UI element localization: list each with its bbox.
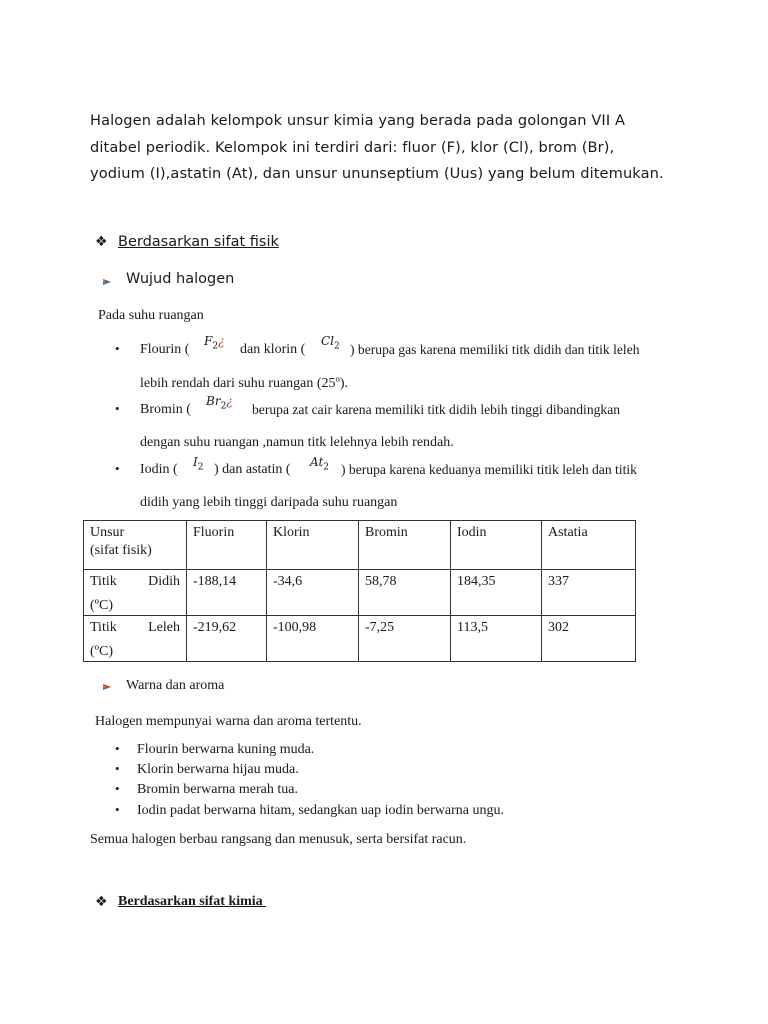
wujud-item-line2: lebih rendah dari suhu ruangan (25º). [140, 376, 349, 391]
list-item: Iodin padat berwarna hitam, sedangkan uap iodin berwarna ungu. [137, 803, 504, 818]
table-header-cell: Iodin [451, 521, 542, 570]
section-heading-physical: Berdasarkan sifat fisik [118, 234, 279, 250]
formula-at2: $At_2$ [310, 455, 330, 473]
table-cell: -7,25 [359, 616, 451, 662]
wujud-item-pre: Iodin ( [140, 462, 178, 477]
list-bullet: • [115, 401, 120, 416]
table-row-label: Titik Leleh (ºC) [84, 616, 187, 662]
list-bullet: • [115, 802, 120, 817]
wujud-item-pre: Flourin ( [140, 342, 190, 357]
table-header-row [84, 521, 636, 570]
intro-paragraph [90, 108, 690, 188]
list-bullet: • [115, 761, 120, 776]
wujud-item-post: ) berupa gas karena memiliki titk didih dan titik leleh [350, 342, 640, 357]
table-cell: 58,78 [359, 570, 451, 616]
table-header-cell: Fluorin [187, 521, 267, 570]
table-cell: -219,62 [187, 616, 267, 662]
arrow-icon [102, 682, 112, 692]
table-cell: 337 [542, 570, 636, 616]
table-cell: -34,6 [267, 570, 359, 616]
table-header-cell: Klorin [267, 521, 359, 570]
formula-i2: $I_2$ [193, 455, 204, 473]
table-header-cell: Unsur (sifat fisik) [84, 521, 187, 570]
wujud-item-post: berupa zat cair karena memiliki titk didih lebih tinggi dibandingkan [252, 402, 621, 417]
table-row [84, 570, 636, 616]
list-bullet: • [115, 461, 120, 476]
list-item: Klorin berwarna hijau muda. [137, 762, 299, 777]
list-bullet: • [115, 781, 120, 796]
list-bullet: • [115, 341, 120, 356]
table-cell: 302 [542, 616, 636, 662]
table-row [84, 616, 636, 662]
wujud-item-line2: didih yang lebih tinggi daripada suhu ruangan [140, 495, 398, 510]
table-cell: 113,5 [451, 616, 542, 662]
table-header-cell: Astatia [542, 521, 636, 570]
subheading-wujud: Wujud halogen [126, 271, 235, 287]
arrow-icon [102, 277, 112, 287]
wujud-item-pre: Bromin ( [140, 402, 191, 417]
wujud-item-line2: dengan suhu ruangan ,namun titk lelehnya lebih rendah. [140, 435, 454, 450]
intro-line: yodium (I),astatin (At), dan unsur ununseptium (Uus) yang belum ditemukan. [90, 165, 664, 182]
table-cell: 184,35 [451, 570, 542, 616]
list-item: Flourin berwarna kuning muda. [137, 742, 315, 757]
wujud-item-mid: dan klorin ( [240, 342, 306, 357]
wujud-item-mid: ) dan astatin ( [214, 462, 291, 477]
intro-line: ditabel periodik. Kelompok ini terdiri dari: fluor (F), klor (Cl), brom (Br), [90, 138, 615, 156]
subheading-warna: Warna dan aroma [126, 678, 225, 693]
list-item: Bromin berwarna merah tua. [137, 782, 298, 797]
formula-f2: $F_2¿$ [204, 334, 225, 352]
list-bullet: • [115, 741, 120, 756]
table-header-cell: Bromin [359, 521, 451, 570]
table-cell: -188,14 [187, 570, 267, 616]
four-diamond-icon: ❖ [95, 894, 108, 910]
table-row-label: Titik Didih (ºC) [84, 570, 187, 616]
warna-intro: Halogen mempunyai warna dan aroma tertentu. [95, 714, 362, 729]
formula-cl2: $Cl_2$ [321, 334, 340, 352]
formula-br2: $Br_2¿$ [206, 394, 233, 412]
wujud-item-post: ) berupa karena keduanya memiliki titik leleh dan titik [341, 462, 637, 477]
warna-closing: Semua halogen berbau rangsang dan menusuk, serta bersifat racun. [90, 832, 467, 847]
section-heading-chemical: Berdasarkan sifat kimia [118, 894, 267, 909]
physical-properties-table [83, 520, 636, 662]
intro-line: Halogen adalah kelompok unsur kimia yang berada pada golongan VII A [90, 112, 626, 129]
table-cell: -100,98 [267, 616, 359, 662]
four-diamond-icon: ❖ [95, 234, 108, 250]
wujud-intro: Pada suhu ruangan [98, 308, 204, 323]
